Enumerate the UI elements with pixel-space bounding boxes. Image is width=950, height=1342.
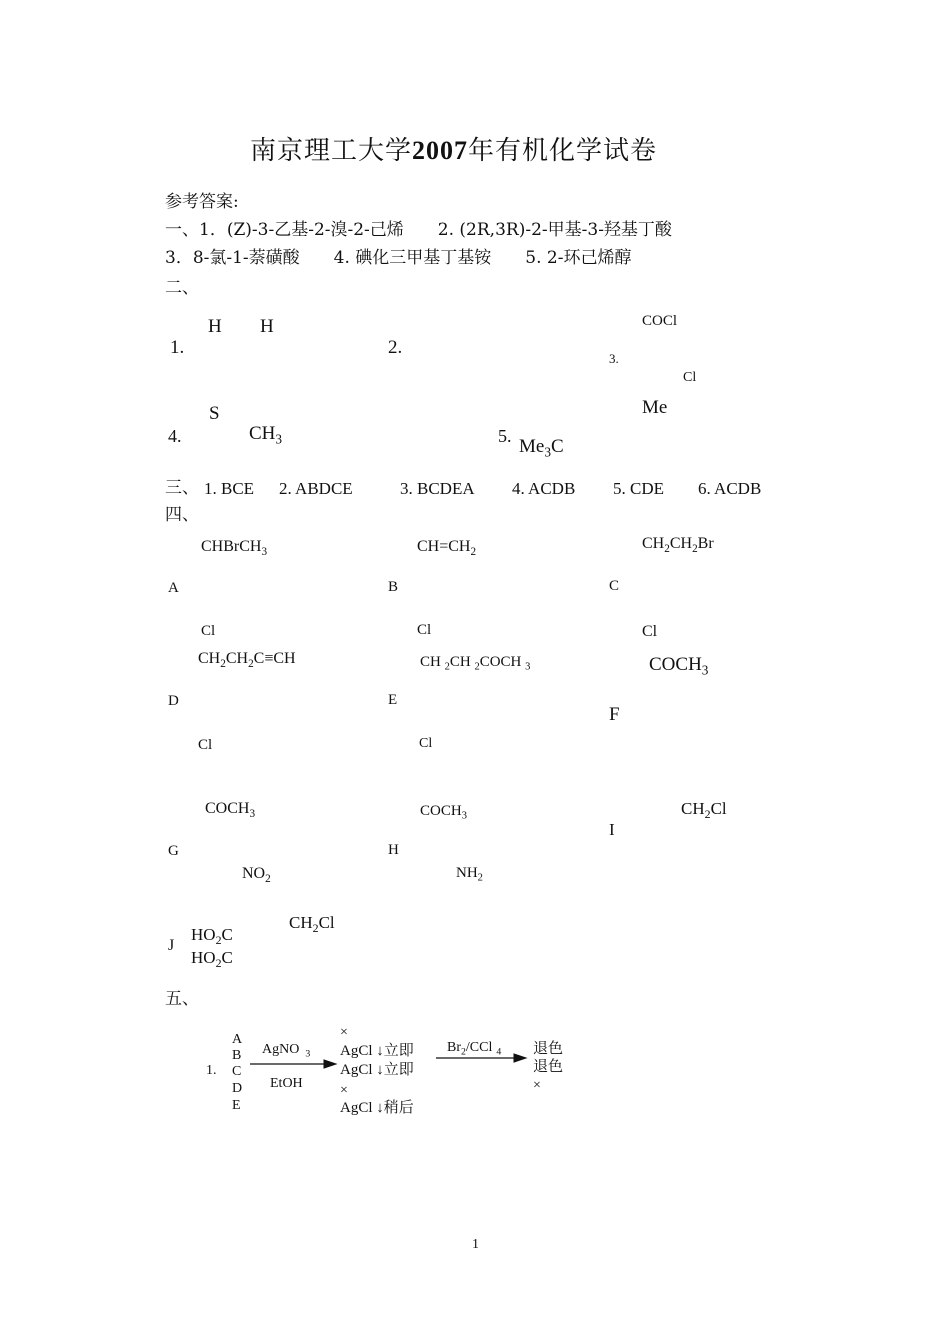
compound-h-formula-top: $COCH_3$ xyxy=(420,803,467,822)
structure-5-me: Me xyxy=(642,397,668,418)
structure-1-h-right: H xyxy=(260,316,274,337)
structure-3-number: 3. xyxy=(609,351,619,366)
compound-f-letter: F xyxy=(609,704,620,725)
structure-4-number: 4. xyxy=(168,426,182,446)
compound-e-letter: E xyxy=(388,692,398,708)
compound-d-cl-top: Cl xyxy=(201,623,216,639)
compound-h-letter: H xyxy=(388,842,399,858)
section3-answer-5: 5. CDE xyxy=(613,479,664,498)
compound-c-formula: $CH_2CH_2Br$ xyxy=(642,535,714,555)
result1-e: AgCl ↓稍后 xyxy=(340,1100,414,1116)
result2-c: × xyxy=(533,1078,541,1093)
page-title: 南京理工大学2007年有机化学试卷 xyxy=(250,136,658,166)
scheme-letter-d: D xyxy=(232,1081,243,1096)
section1-line2: 3．8-氯-1-萘磺酸 4. 碘化三甲基丁基铵 5. 2-环己烯醇 xyxy=(165,248,632,268)
compound-e-cl-bottom: Cl xyxy=(419,736,433,751)
section1-line1: 一、1．(Z)-3-乙基-2-溴-2-己烯 2. (2R,3R)-2-甲基-3-羟基丁酸 xyxy=(165,220,672,240)
structure-4-ch3: $CH_3$ xyxy=(249,423,283,447)
compound-g-letter: G xyxy=(168,843,179,859)
compound-h-formula-bottom: $NH_2$ xyxy=(456,865,483,884)
compound-a-letter: A xyxy=(168,580,179,596)
structure-5-me3c: $Me_3C$ xyxy=(519,436,564,460)
section4-label: 四、 xyxy=(165,505,199,525)
compound-d-letter: D xyxy=(168,693,179,709)
structure-3-cocl: COCl xyxy=(642,313,678,329)
compound-g-formula-top: $COCH_3$ xyxy=(205,800,256,820)
scheme-letter-a: A xyxy=(232,1032,243,1047)
structure-1-number: 1. xyxy=(170,337,185,358)
scheme-1-number: 1. xyxy=(206,1063,217,1078)
result1-b: AgCl ↓立即 xyxy=(340,1043,414,1059)
result1-c: AgCl ↓立即 xyxy=(340,1062,414,1078)
scheme-letter-c: C xyxy=(232,1064,242,1079)
section3-answer-4: 4. ACDB xyxy=(512,479,576,498)
scheme-letter-b: B xyxy=(232,1048,242,1063)
section5-label: 五、 xyxy=(165,989,199,1009)
compound-f-cl-top: Cl xyxy=(642,623,658,640)
section3-answer-3: 3. BCDEA xyxy=(400,479,475,498)
compound-d-formula: $CH_2CH_2C\equiv CH$ xyxy=(198,650,296,670)
page-number: 1 xyxy=(472,1237,479,1252)
result2-a: 退色 xyxy=(533,1041,564,1057)
result1-a: × xyxy=(340,1025,348,1040)
reaction-arrow-1 xyxy=(250,1058,340,1070)
section3-answer-6: 6. ACDB xyxy=(698,479,762,498)
reagent-1-top: AgNO $_3$ xyxy=(262,1042,311,1060)
compound-e-formula: CH $_2$CH $_2$COCH $_3$ xyxy=(420,654,531,673)
structure-3-cl: Cl xyxy=(683,370,697,385)
section2-label: 二、 xyxy=(165,278,199,298)
compound-i-letter: I xyxy=(609,820,615,839)
result2-b: 退色 xyxy=(533,1059,564,1075)
result1-d: × xyxy=(340,1083,348,1098)
structure-4-sulfur: S xyxy=(209,403,220,424)
structure-2-number: 2. xyxy=(388,337,403,358)
reagent-1-bottom: EtOH xyxy=(270,1076,303,1091)
compound-c-letter: C xyxy=(609,578,620,594)
reference-answer-label: 参考答案: xyxy=(165,192,239,212)
compound-e-cl-top: Cl xyxy=(417,622,432,638)
structure-5-number: 5. xyxy=(498,426,512,446)
compound-g-formula-bottom: $NO_2$ xyxy=(242,865,271,885)
compound-b-letter: B xyxy=(388,579,399,595)
scheme-letter-e: E xyxy=(232,1098,241,1113)
reaction-arrow-2 xyxy=(436,1052,530,1064)
structure-1-h-left: H xyxy=(208,316,222,337)
compound-j-formula-top: $CH_2Cl$ xyxy=(289,913,335,936)
compound-f-formula: $COCH_3$ xyxy=(649,654,709,678)
compound-d-cl-bottom: Cl xyxy=(198,737,213,753)
compound-i-formula: $CH_2Cl$ xyxy=(681,799,727,822)
reagent-2: $Br_2$/CCl $_4$ xyxy=(447,1040,502,1058)
compound-j-acid-2: $HO_2C$ xyxy=(191,948,233,971)
compound-j-letter: J xyxy=(168,937,175,954)
section3-answer-1: 1. BCE xyxy=(204,479,255,498)
section3-label: 三、 xyxy=(165,478,199,498)
compound-j-acid-1: $HO_2C$ xyxy=(191,925,233,948)
section3-answer-2: 2. ABDCE xyxy=(279,479,353,498)
compound-a-formula: CHBrCH$_3$ xyxy=(201,538,268,558)
compound-b-formula: $CH=CH_2$ xyxy=(417,538,477,558)
